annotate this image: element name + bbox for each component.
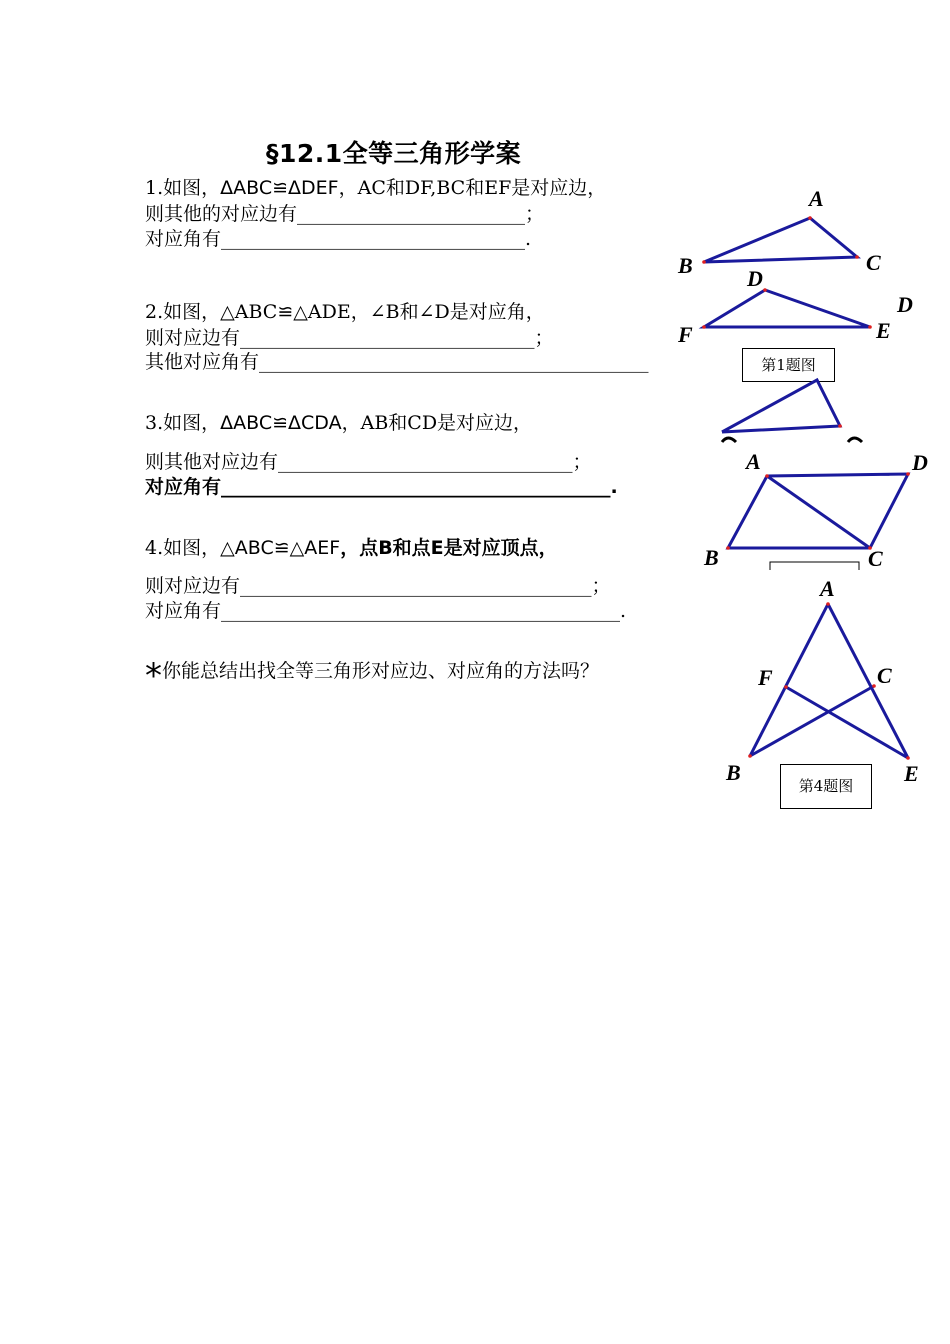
q2-line-3: 其他对应角有_________________________________________ [145, 351, 649, 373]
label-a: A [809, 186, 824, 211]
label-b: B [678, 253, 693, 278]
q4-line-1 [145, 536, 558, 560]
figure-2 [720, 292, 920, 444]
q4-text: ，点B和点E是对应顶点， [340, 537, 558, 559]
label-d: D [747, 266, 763, 291]
q4-line-3: 对应角有__________________________________________. [145, 600, 627, 622]
q3-number: 3.如图， [145, 412, 221, 434]
page-title: §12.1全等三角形学案 [266, 139, 522, 168]
label-f: F [678, 322, 693, 347]
label-e: E [876, 318, 891, 343]
label-b-3: B [704, 545, 719, 570]
label-e-4: E [904, 761, 919, 786]
q1-line-3: 对应角有________________________________. [145, 228, 532, 250]
figure-1-caption: 第1题图 [742, 348, 835, 382]
triangle-abc [704, 218, 857, 262]
star-mark: * [145, 656, 162, 696]
label-b-4: B [726, 760, 741, 785]
vertex-c [855, 255, 859, 259]
q4-number: 4.如图， [145, 537, 221, 559]
q1-line-1 [145, 176, 606, 200]
figure-4-caption: 第4题图 [780, 764, 872, 809]
summary-question [145, 654, 600, 696]
vertex-a [808, 216, 812, 220]
figure-4 [720, 572, 940, 792]
q4-congruence: △ABC≌△AEF [220, 537, 341, 559]
q2-text: ，∠B和∠D是对应角， [350, 301, 545, 323]
figure-2-triangle [722, 380, 840, 432]
label-d-3: D [912, 450, 928, 475]
q1-congruence: ΔABC≌ΔDEF [220, 177, 339, 199]
q3-line-2: 则其他对应边有_______________________________； [145, 451, 592, 473]
figure-3 [700, 448, 940, 570]
vertex-b [702, 260, 706, 264]
label-c-3: C [868, 546, 883, 570]
q2-line-1 [145, 300, 545, 324]
summary-text: 你能总结出找全等三角形对应边、对应角的方法吗？ [162, 660, 600, 682]
q1-text: ，AC和DF,BC和EF是对应边， [338, 177, 607, 199]
label-c: C [866, 250, 881, 275]
figure-3-caption-box [770, 562, 859, 570]
q2-congruence: △ABC≌△ADE [220, 301, 351, 323]
vertex-f [702, 325, 706, 329]
q2-line-2: 则对应边有_______________________________； [145, 327, 554, 349]
q1-line-2: 则其他的对应边有________________________； [145, 203, 545, 225]
label-f-4: F [758, 665, 773, 690]
q3-line-1 [145, 411, 532, 435]
q3-congruence: ΔABC≌ΔCDA [220, 412, 342, 434]
q3-text: ，AB和CD是对应边， [341, 412, 533, 434]
q4-line-2: 则对应边有_____________________________________； [145, 575, 611, 597]
label-a-4: A [820, 576, 835, 601]
q2-number: 2.如图， [145, 301, 221, 323]
label-c-4: C [877, 663, 892, 688]
label-d-2: D [897, 292, 913, 317]
q1-number: 1.如图， [145, 177, 221, 199]
diagonal-ac [767, 476, 870, 548]
label-a-3: A [746, 449, 761, 474]
q3-line-3: 对应角有_________________________________________. [145, 476, 618, 498]
